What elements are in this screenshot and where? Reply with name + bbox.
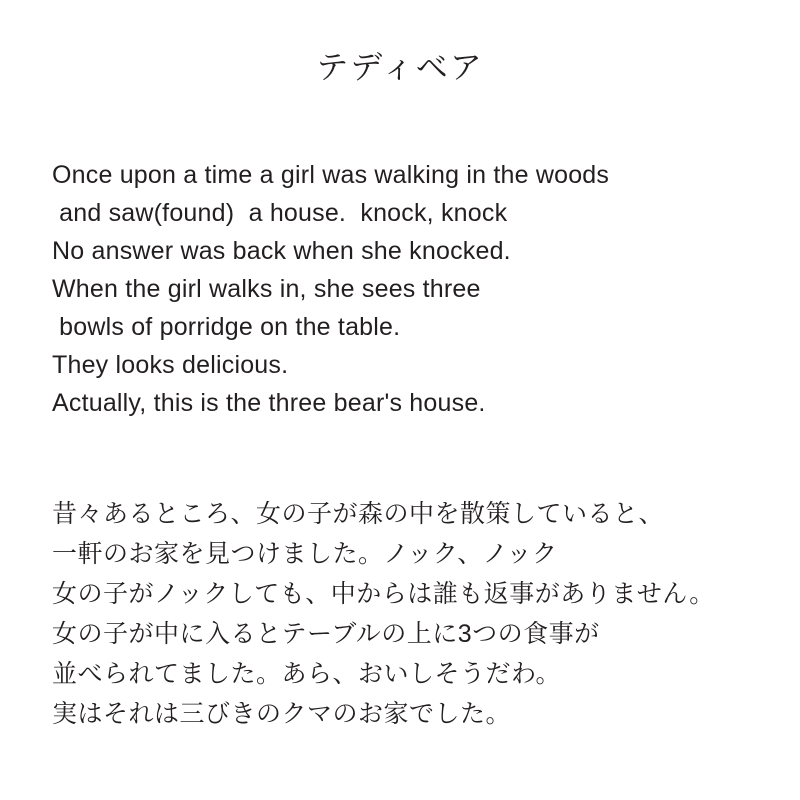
- english-line: They looks delicious.: [52, 351, 289, 379]
- japanese-line: 女の子がノックしても、中からは誰も返事がありません。: [52, 580, 715, 608]
- english-line: bowls of porridge on the table.: [52, 313, 401, 341]
- japanese-line: 実はそれは三びきのクマのお家でした。: [52, 700, 512, 728]
- english-line: No answer was back when she knocked.: [52, 237, 511, 265]
- english-line: and saw(found) a house. knock, knock: [52, 199, 508, 227]
- japanese-line: 一軒のお家を見つけました。ノック、ノック: [52, 540, 558, 568]
- japanese-line: 昔々あるところ、女の子が森の中を散策していると、: [52, 500, 665, 528]
- english-line: Once upon a time a girl was walking in the woods: [52, 161, 610, 189]
- page-title: テディベア: [316, 49, 484, 85]
- english-text-block: [52, 156, 760, 422]
- japanese-text-block: [52, 494, 760, 734]
- japanese-line: 並べられてました。あら、おいしそうだわ。: [52, 660, 562, 688]
- japanese-line: 女の子が中に入るとテーブルの上に3つの食事が: [52, 620, 600, 648]
- english-line: Actually, this is the three bear's house.: [52, 389, 486, 417]
- english-line: When the girl walks in, she sees three: [52, 275, 481, 303]
